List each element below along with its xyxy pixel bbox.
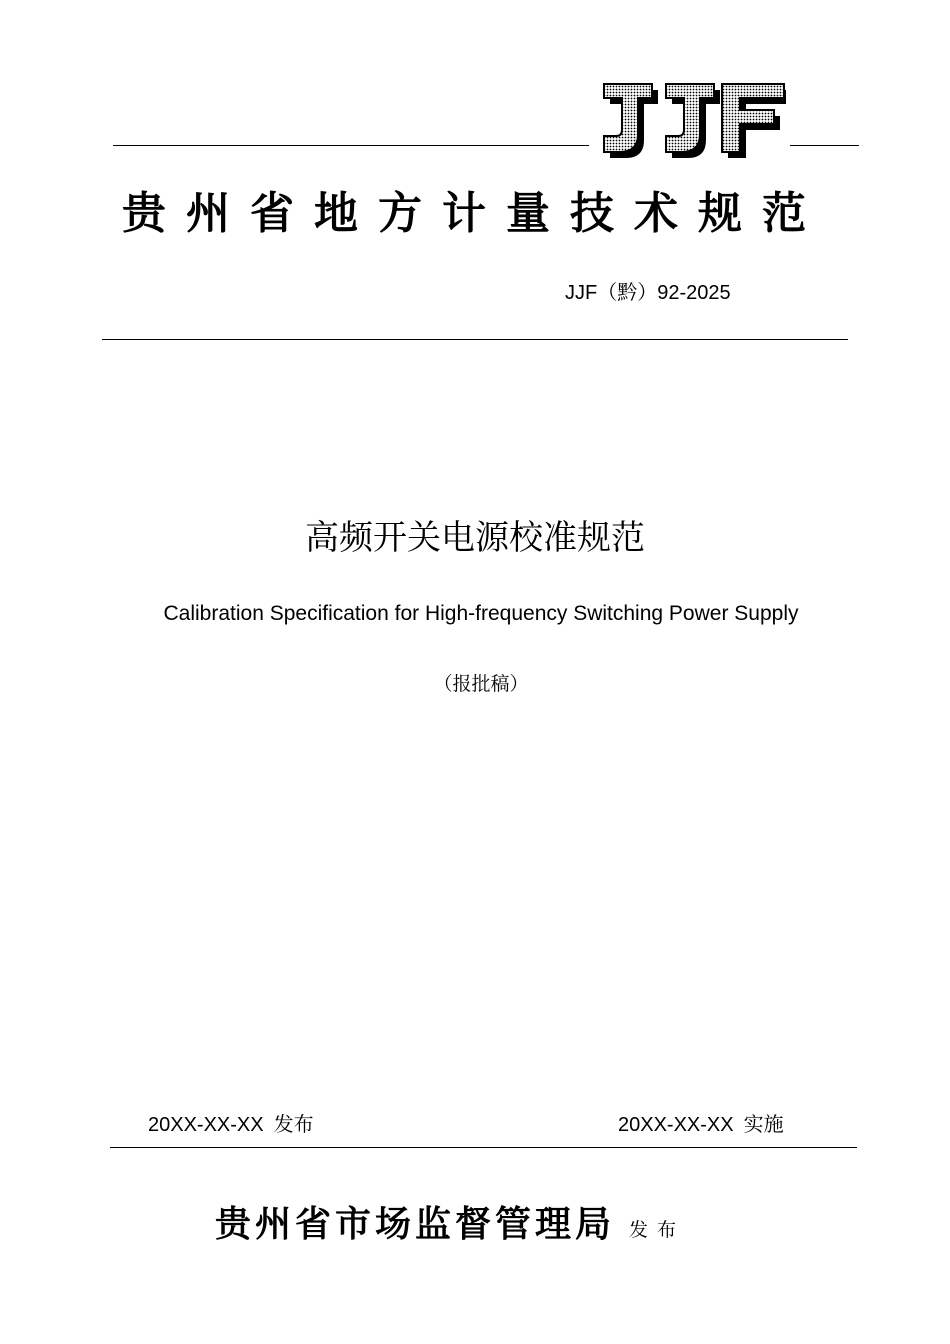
effective-label: 实施 — [743, 1112, 784, 1136]
document-title-cn: 高频开关电源校准规范 — [305, 518, 645, 558]
footer-rule — [110, 1147, 857, 1148]
issuer-line — [215, 1196, 685, 1247]
issue-label: 发布 — [273, 1112, 314, 1136]
header-bottom-rule — [102, 339, 848, 340]
header-rule-right — [790, 145, 859, 146]
issuer-suffix: 发布 — [629, 1219, 686, 1241]
header-rule-left — [113, 145, 589, 146]
issuer-name: 贵州省市场监督管理局 — [215, 1203, 616, 1245]
issue-date-line — [148, 1108, 314, 1137]
jjf-logo — [594, 78, 786, 158]
document-title-en: Calibration Specification for High-frequency Switching Power Supply — [163, 602, 799, 625]
issue-date: 20XX-XX-XX — [148, 1114, 264, 1136]
standard-number: JJF（黔）92-2025 — [565, 282, 731, 304]
standard-category: 贵州省地方计量技术规范 — [122, 188, 826, 239]
effective-date: 20XX-XX-XX — [618, 1114, 734, 1136]
draft-status: （报批稿） — [433, 673, 529, 695]
effective-date-line — [618, 1108, 784, 1137]
